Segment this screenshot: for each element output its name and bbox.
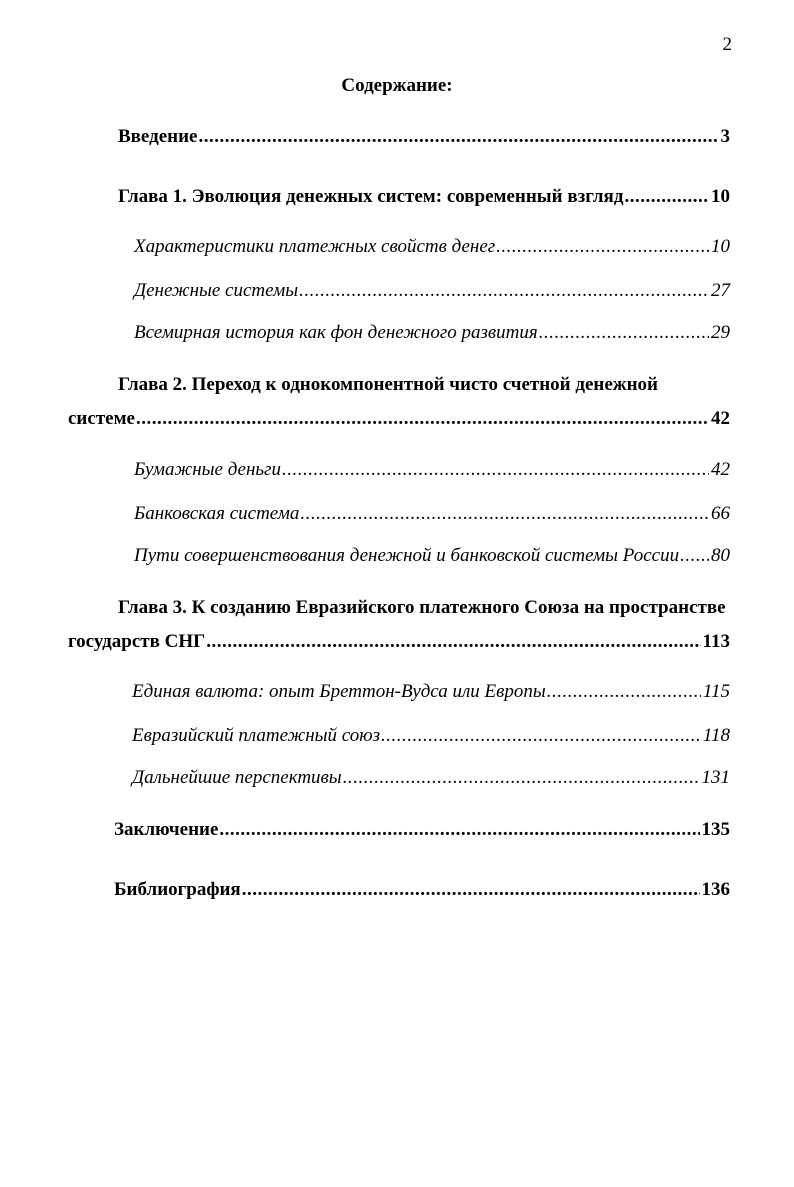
dot-leader bbox=[496, 236, 709, 258]
toc-entry-page: 42 bbox=[711, 459, 730, 480]
dot-leader bbox=[299, 280, 709, 302]
dot-leader bbox=[242, 879, 700, 901]
dot-leader bbox=[343, 767, 700, 789]
toc-entry-section-2-3[interactable] bbox=[134, 545, 730, 567]
toc-entry-page: 135 bbox=[701, 819, 730, 840]
toc-entry-page: 131 bbox=[701, 767, 730, 788]
dot-leader bbox=[300, 503, 709, 525]
toc-entry-chapter-3-line1[interactable]: Глава 3. К созданию Евразийского платежного Союза на пространстве bbox=[118, 597, 726, 618]
page-title: Содержание: bbox=[341, 75, 453, 96]
dot-leader bbox=[624, 186, 709, 208]
dot-leader bbox=[199, 126, 719, 148]
toc-entry-intro[interactable] bbox=[118, 126, 730, 148]
toc-entry-label: государств СНГ bbox=[68, 631, 206, 652]
toc-entry-page: 3 bbox=[720, 126, 730, 147]
toc-entry-page: 10 bbox=[711, 186, 730, 207]
page-number: 2 bbox=[722, 34, 732, 55]
toc-entry-section-3-1[interactable] bbox=[132, 681, 730, 703]
toc-entry-page: 118 bbox=[702, 725, 730, 746]
toc-entry-conclusion[interactable] bbox=[114, 819, 730, 841]
toc-entry-page: 115 bbox=[702, 681, 730, 702]
toc-entry-page: 80 bbox=[711, 545, 730, 566]
toc-entry-chapter-2[interactable] bbox=[68, 408, 730, 430]
toc-entry-page: 136 bbox=[701, 879, 730, 900]
toc-entry-label: Всемирная история как фон денежного развития bbox=[134, 322, 538, 343]
dot-leader bbox=[219, 819, 699, 841]
toc-entry-label: Денежные системы bbox=[134, 280, 299, 301]
toc-entry-label: Пути совершенствования денежной и банковской системы России bbox=[134, 545, 680, 566]
toc-entry-chapter-2-line1[interactable]: Глава 2. Переход к однокомпонентной чисто счетной денежной bbox=[118, 374, 658, 395]
dot-leader bbox=[381, 725, 701, 747]
toc-entry-page: 66 bbox=[711, 503, 730, 524]
toc-entry-section-1-3[interactable] bbox=[134, 322, 730, 344]
toc-entry-section-2-1[interactable] bbox=[134, 459, 730, 481]
toc-entry-bibliography[interactable] bbox=[114, 879, 730, 901]
toc-entry-label: Глава 1. Эволюция денежных систем: современный взгляд bbox=[118, 186, 624, 207]
toc-entry-chapter-3[interactable] bbox=[68, 631, 730, 653]
toc-entry-label: Заключение bbox=[114, 819, 219, 840]
dot-leader bbox=[282, 459, 709, 481]
toc-entry-section-3-3[interactable] bbox=[132, 767, 730, 789]
dot-leader bbox=[539, 322, 709, 344]
toc-entry-label: Бумажные деньги bbox=[134, 459, 281, 480]
toc-entry-label: Характеристики платежных свойств денег bbox=[134, 236, 496, 257]
toc-entry-label: Дальнейшие перспективы bbox=[132, 767, 342, 788]
toc-entry-chapter-1[interactable] bbox=[118, 186, 730, 208]
dot-leader bbox=[136, 408, 709, 430]
toc-entry-label: системе bbox=[68, 408, 135, 429]
toc-entry-page: 42 bbox=[711, 408, 730, 429]
dot-leader bbox=[547, 681, 701, 703]
toc-entry-label: Единая валюта: опыт Бреттон-Вудса или Европы bbox=[132, 681, 546, 702]
toc-entry-section-1-2[interactable] bbox=[134, 280, 730, 302]
toc-entry-page: 27 bbox=[711, 280, 730, 301]
toc-entry-label: Библиография bbox=[114, 879, 241, 900]
toc-entry-label: Банковская система bbox=[134, 503, 300, 524]
toc-entry-label: Введение bbox=[118, 126, 198, 147]
dot-leader bbox=[206, 631, 700, 653]
toc-entry-section-1-1[interactable] bbox=[134, 236, 730, 258]
toc-entry-section-2-2[interactable] bbox=[134, 503, 730, 525]
toc-entry-label: Евразийский платежный союз bbox=[132, 725, 381, 746]
toc-entry-page: 10 bbox=[711, 236, 730, 257]
dot-leader bbox=[680, 545, 709, 567]
toc-entry-section-3-2[interactable] bbox=[132, 725, 730, 747]
toc-entry-page: 113 bbox=[702, 631, 730, 652]
toc-entry-page: 29 bbox=[711, 322, 730, 343]
